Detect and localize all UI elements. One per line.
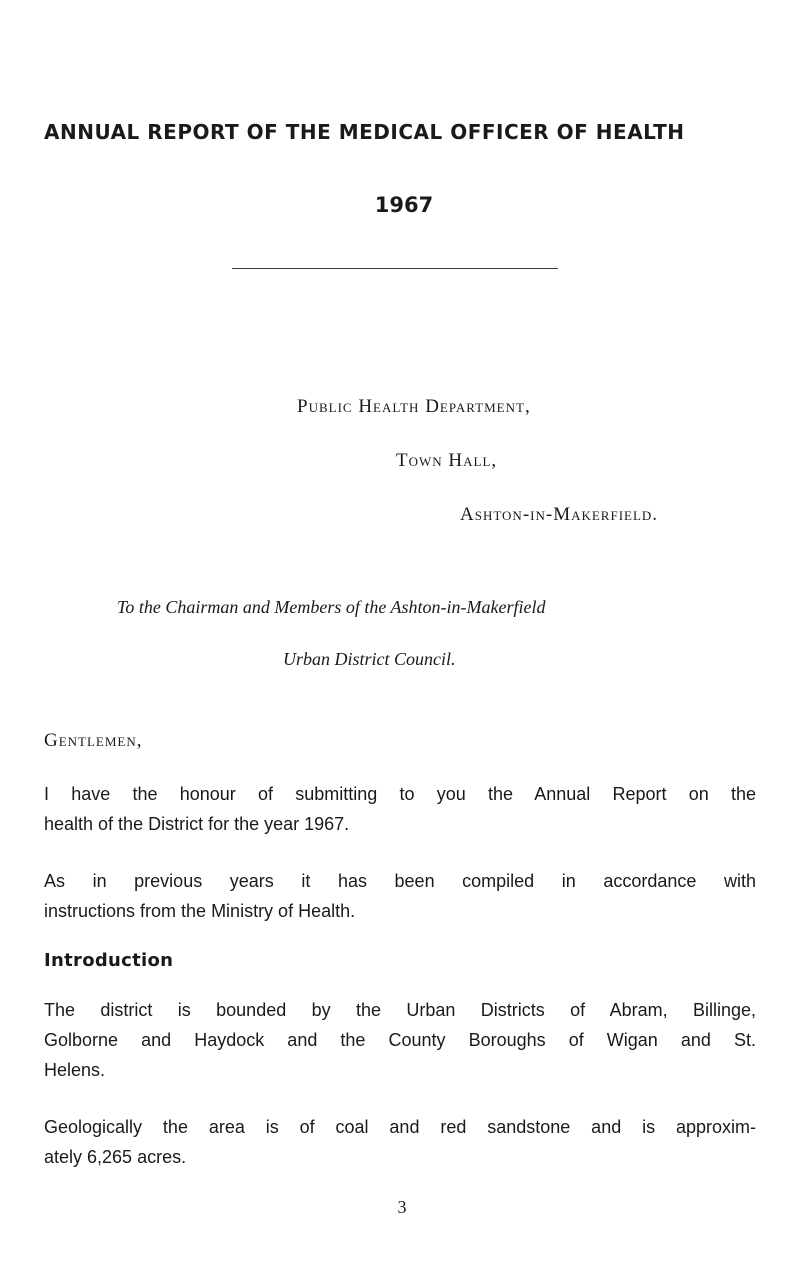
addressee-line-1: To the Chairman and Members of the Ashton-in-Makerfield (117, 597, 546, 617)
address-town: Ashton-in-Makerfield. (460, 504, 659, 525)
paragraph-line: Helens. (44, 1060, 106, 1080)
title-divider (232, 268, 558, 269)
introduction-heading: Introduction (44, 950, 174, 971)
page-number: 3 (397, 1197, 407, 1217)
body-paragraph-1 (44, 779, 756, 839)
addressee-line-2: Urban District Council. (283, 649, 456, 669)
paragraph-line: ately 6,265 acres. (44, 1147, 187, 1167)
address-building: Town Hall, (396, 450, 498, 471)
introduction-paragraph-2 (44, 1112, 756, 1172)
paragraph-line: As in previous years it has been compiled in accordance with (44, 871, 756, 891)
report-title: ANNUAL REPORT OF THE MEDICAL OFFICER OF HEALTH (44, 120, 685, 144)
paragraph-line: The district is bounded by the Urban Districts of Abram, Billinge, (44, 1000, 756, 1020)
address-department: Public Health Department, (297, 396, 531, 417)
paragraph-line: I have the honour of submitting to you the Annual Report on the (44, 784, 756, 804)
salutation: Gentlemen, (44, 730, 143, 751)
paragraph-line: instructions from the Ministry of Health. (44, 901, 356, 921)
body-paragraph-2 (44, 866, 756, 926)
paragraph-line: health of the District for the year 1967. (44, 814, 350, 834)
introduction-paragraph-1 (44, 995, 756, 1085)
report-year: 1967 (374, 193, 434, 217)
paragraph-line: Geologically the area is of coal and red sandstone and is approxim- (44, 1117, 756, 1137)
paragraph-line: Golborne and Haydock and the County Boroughs of Wigan and St. (44, 1030, 756, 1050)
